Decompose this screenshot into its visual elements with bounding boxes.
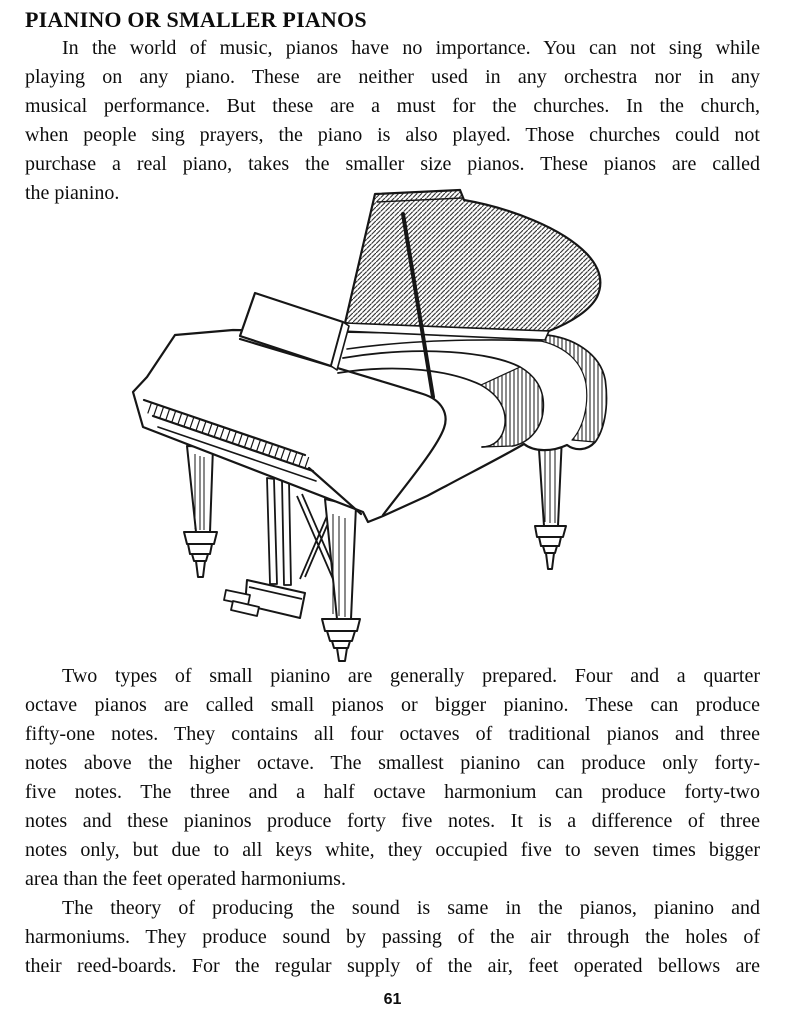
paragraph-1 (25, 34, 760, 208)
text-line: notes above the higher octave. The smallest pianino can produce only forty- (25, 752, 760, 774)
text-line: Two types of small pianino are generally prepared. Four and a quarter (62, 665, 760, 687)
text-line: playing on any piano. These are neither used in any orchestra nor in any (25, 66, 760, 88)
rear-leg (535, 434, 566, 569)
text-line: octave pianos are called small pianos or bigger pianino. These can produce (25, 694, 760, 716)
piano-figure (25, 184, 760, 662)
text-line: five notes. The three and a half octave harmonium can produce forty-two (25, 781, 760, 803)
pedal-lyre (224, 478, 338, 618)
text-line: The theory of producing the sound is same in the pianos, pianino and (62, 897, 760, 919)
right-front-leg (322, 499, 360, 661)
text-line: musical performance. But these are a must for the churches. In the church, (25, 95, 760, 117)
piano-lid (342, 190, 600, 340)
text-line: purchase a real piano, takes the smaller size pianos. These pianos are called (25, 153, 760, 175)
text-line: area than the feet operated harmoniums. (25, 868, 346, 890)
left-front-leg (184, 446, 217, 577)
text-line: their reed-boards. For the regular supply of the air, feet operated bellows are (25, 955, 760, 977)
piano-illustration (100, 184, 660, 662)
text-line: the pianino. (25, 182, 120, 204)
text-line: notes and these pianinos produce forty five notes. It is a difference of three (25, 810, 760, 832)
page-title: PIANINO OR SMALLER PIANOS (25, 7, 367, 32)
page-number: 61 (383, 991, 402, 1008)
text-line: harmoniums. They produce sound by passing of the air through the holes of (25, 926, 760, 948)
text-line: In the world of music, pianos have no importance. You can not sing while (62, 37, 760, 59)
text-line: when people sing prayers, the piano is also played. Those churches could not (25, 124, 760, 146)
text-line: notes only, but due to all keys white, they occupied five to seven times bigger (25, 839, 760, 861)
paragraph-2 (25, 662, 760, 894)
text-line: fifty-one notes. They contains all four octaves of traditional pianos and three (25, 723, 760, 745)
paragraph-3 (25, 894, 760, 981)
